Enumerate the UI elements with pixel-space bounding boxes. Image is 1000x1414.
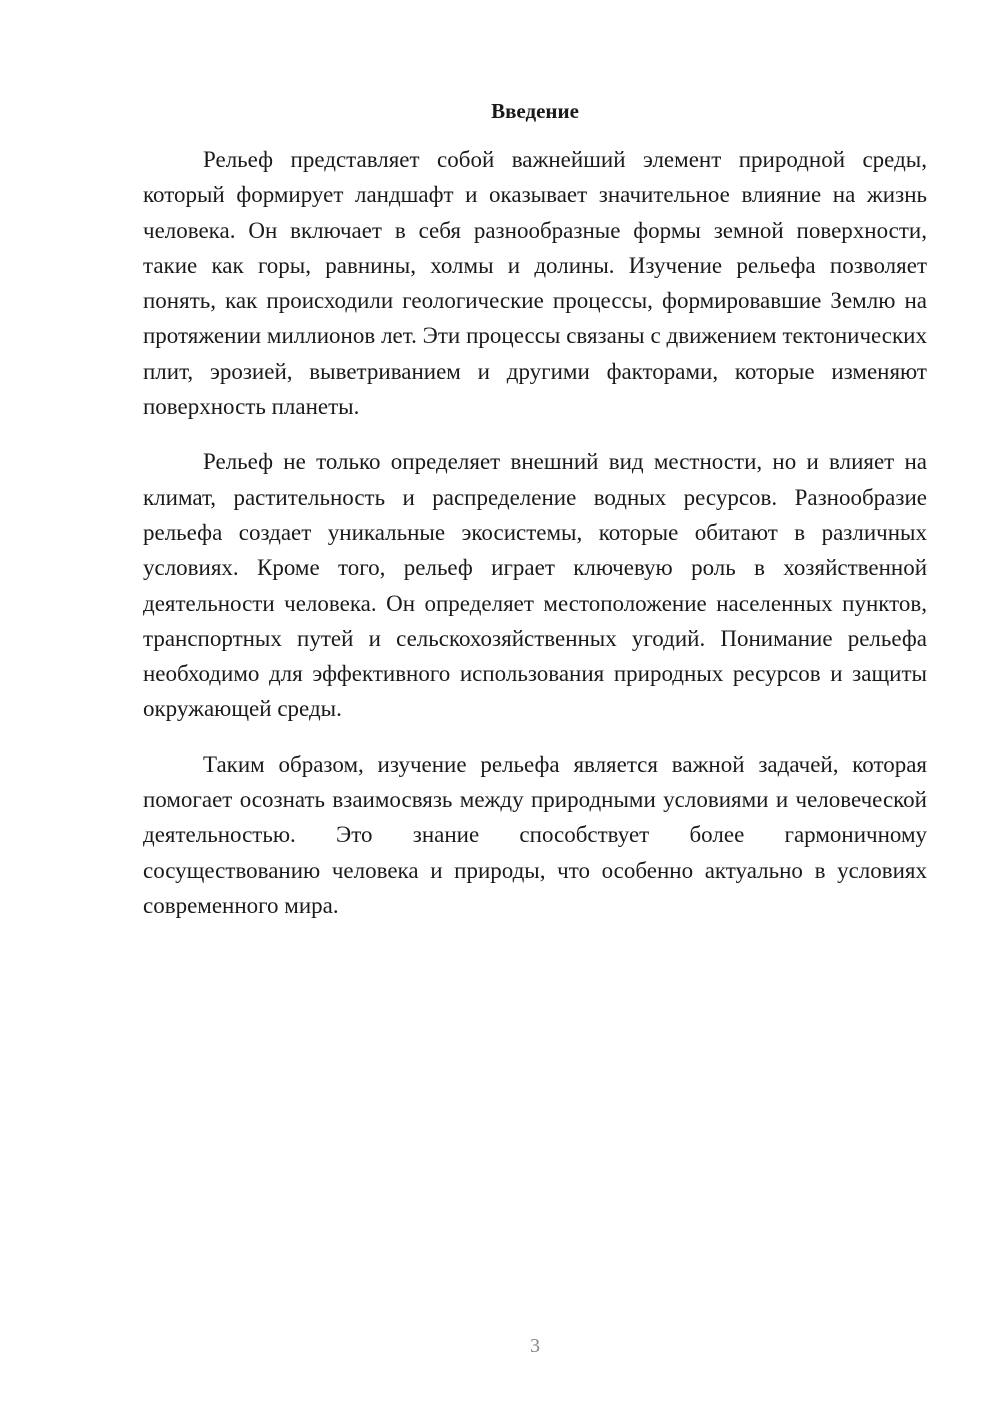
section-heading: Введение (491, 99, 579, 123)
paragraph-1: Рельеф представляет собой важнейший элемент природной среды, который формирует ландшафт и оказывает значительное влияние на жизнь человека. Он включает в себя разнообразные формы земной поверхности, такие как горы, равнины, холмы и долины. Изучение рельефа позволяет понять, как происходили геологические процессы, формировавшие Землю на протяжении миллионов лет. Эти процессы связаны с движением тектонических плит, эрозией, выветриванием и другими факторами, которые изменяют поверхность планеты. (143, 147, 927, 420)
body-text (143, 142, 927, 943)
paragraph-2: Рельеф не только определяет внешний вид местности, но и влияет на климат, растительность и распределение водных ресурсов. Разнообразие рельефа создает уникальные экосистемы, которые обитают в различных условиях. Кроме того, рельеф играет ключевую роль в хозяйственной деятельности человека. Он определяет местоположение населенных пунктов, транспортных путей и сельскохозяйственных угодий. Понимание рельефа необходимо для эффективного использования природных ресурсов и защиты окружающей среды. (143, 449, 927, 722)
page-number: 3 (530, 1335, 540, 1357)
paragraph-3: Таким образом, изучение рельефа является важной задачей, которая помогает осознать взаимосвязь между природными условиями и человеческой деятельностью. Это знание способствует более гармоничному сосуществованию человека и природы, что особенно актуально в условиях современного мира. (143, 751, 927, 918)
